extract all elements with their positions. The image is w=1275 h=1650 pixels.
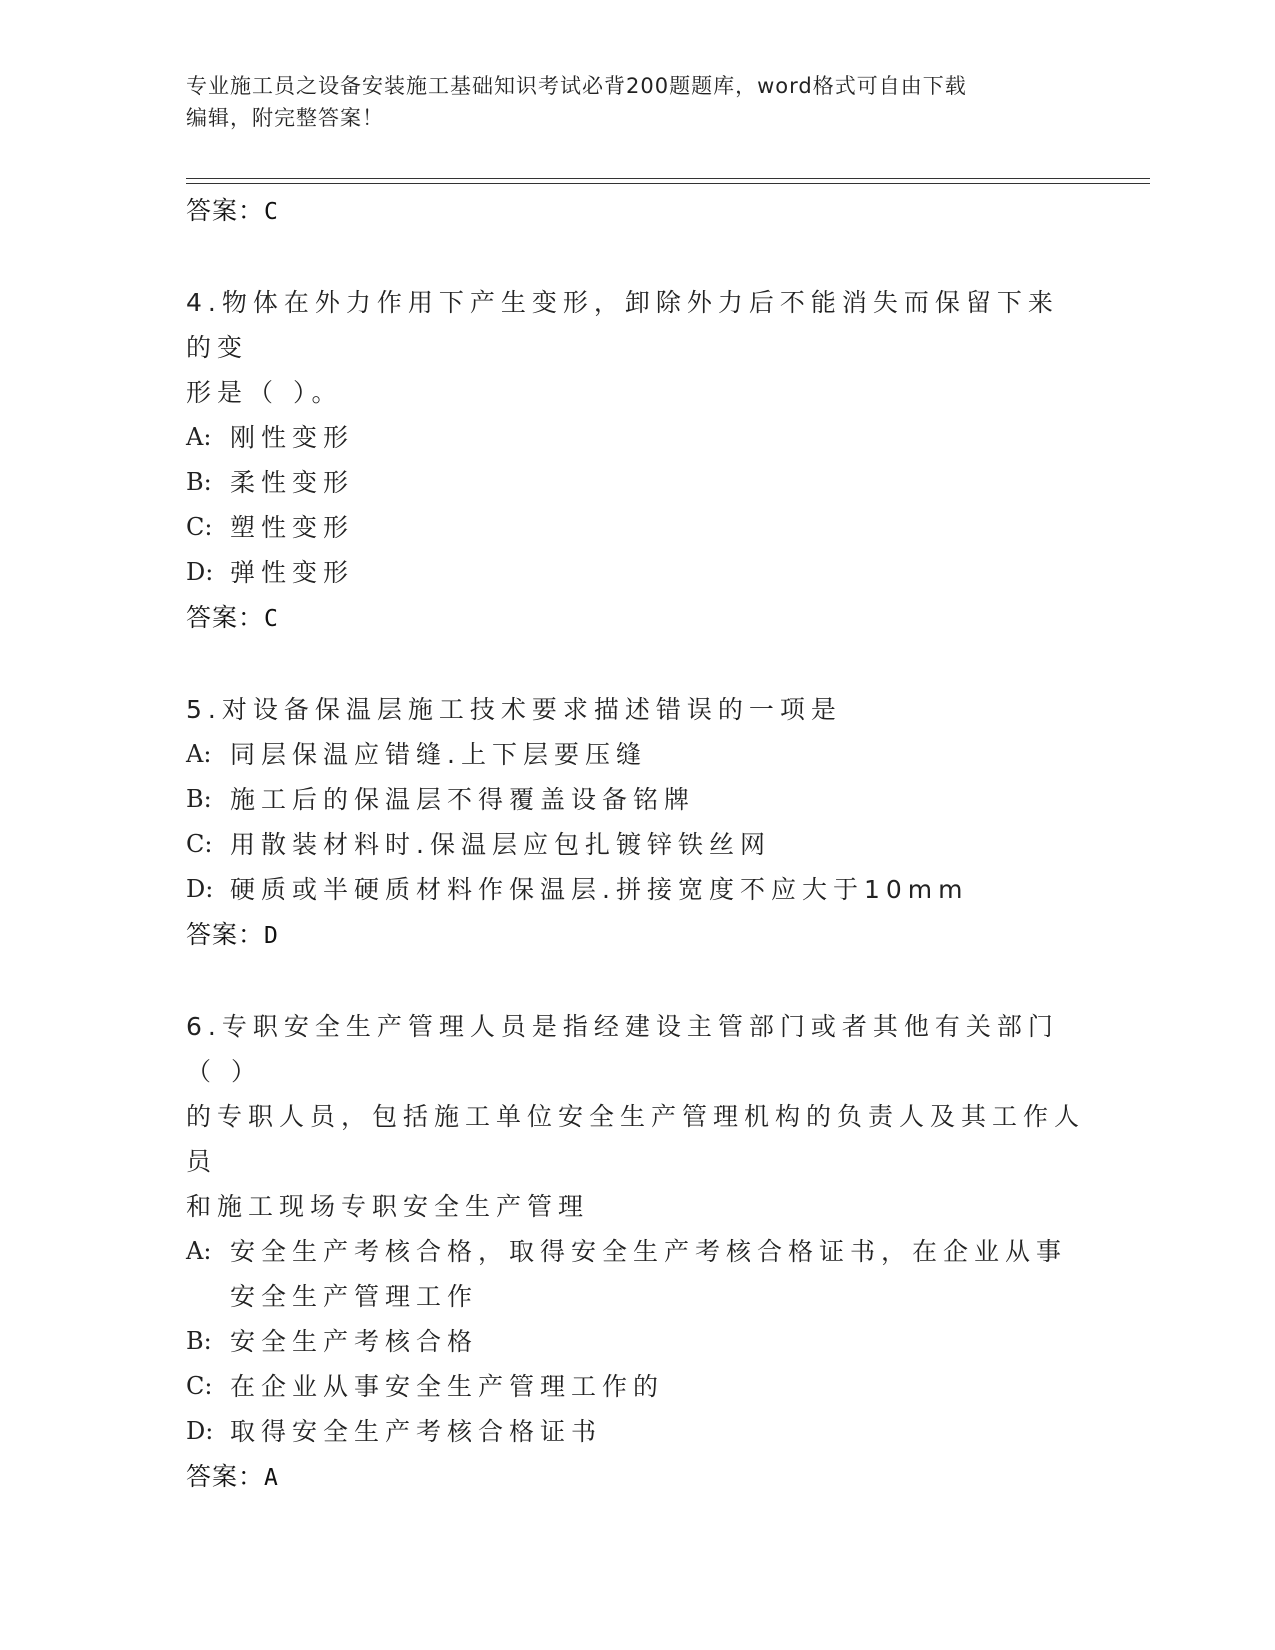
question-text-line: 6.专职安全生产管理人员是指经建设主管部门或者其他有关部门（ ）	[186, 1012, 1059, 1086]
option-text: 取得安全生产考核合格证书	[230, 1417, 603, 1446]
option-text: 安全生产考核合格，取得安全生产考核合格证书，在企业从事安全生产管理工作	[230, 1237, 1068, 1311]
option-letter: A:	[186, 1237, 212, 1265]
option-item	[186, 550, 1086, 595]
option-letter: B:	[186, 468, 212, 496]
option-item	[186, 777, 1086, 822]
option-letter: C:	[186, 513, 213, 541]
answer-value: C	[264, 199, 279, 225]
option-letter: D:	[186, 558, 214, 586]
option-letter: B:	[186, 1327, 212, 1355]
option-text: 在企业从事安全生产管理工作的	[230, 1372, 665, 1401]
answer-line	[186, 1454, 1086, 1501]
answer-label: 答案：	[186, 920, 265, 949]
question-content	[186, 188, 1086, 1501]
option-item	[186, 1319, 1086, 1364]
question-text-line: 的专职人员，包括施工单位安全生产管理机构的负责人及其工作人员	[186, 1102, 1086, 1176]
question-text-line: 4.物体在外力作用下产生变形，卸除外力后不能消失而保留下来的变	[186, 288, 1059, 362]
option-text: 弹性变形	[230, 558, 355, 587]
option-item	[186, 460, 1086, 505]
option-text: 施工后的保温层不得覆盖设备铭牌	[230, 785, 696, 814]
option-item	[186, 822, 1086, 867]
option-item	[186, 732, 1086, 777]
option-item	[186, 505, 1086, 550]
question-block	[186, 1004, 1086, 1501]
header-line-1: 专业施工员之设备安装施工基础知识考试必背200题题库，word格式可自由下载	[186, 74, 967, 98]
option-text: 刚性变形	[230, 423, 355, 452]
answer-line	[186, 188, 1086, 235]
option-letter: C:	[186, 830, 213, 858]
question-block	[186, 280, 1086, 642]
option-text: 塑性变形	[230, 513, 355, 542]
option-item	[186, 1229, 1086, 1319]
option-letter: C:	[186, 1372, 213, 1400]
option-letter: B:	[186, 785, 212, 813]
option-letter: A:	[186, 423, 212, 451]
answer-label: 答案：	[186, 1462, 265, 1491]
question-text-line: 和施工现场专职安全生产管理	[186, 1192, 590, 1221]
option-text: 柔性变形	[230, 468, 355, 497]
answer-label: 答案：	[186, 603, 265, 632]
option-text: 安全生产考核合格	[230, 1327, 479, 1356]
option-text: 用散装材料时.保温层应包扎镀锌铁丝网	[230, 830, 771, 859]
option-text: 同层保温应错缝.上下层要压缝	[230, 740, 647, 769]
option-item	[186, 1409, 1086, 1454]
question-text-line: 形是（ ）。	[186, 378, 343, 407]
document-header	[186, 70, 1066, 134]
header-divider-bottom	[186, 183, 1150, 184]
option-letter: D:	[186, 875, 214, 903]
answer-label: 答案：	[186, 196, 265, 225]
header-line-2: 编辑，附完整答案！	[186, 106, 384, 130]
question-block	[186, 687, 1086, 959]
option-item	[186, 867, 1086, 912]
option-letter: A:	[186, 740, 212, 768]
header-divider-top	[186, 178, 1150, 179]
question-text-line: 5.对设备保温层施工技术要求描述错误的一项是	[186, 695, 842, 724]
answer-line	[186, 912, 1086, 959]
option-item	[186, 1364, 1086, 1409]
option-text: 硬质或半硬质材料作保温层.拼接宽度不应大于10mm	[230, 875, 969, 904]
answer-value: C	[264, 606, 279, 632]
option-item	[186, 415, 1086, 460]
answer-value: A	[264, 1465, 279, 1491]
answer-line	[186, 595, 1086, 642]
answer-value: D	[264, 923, 279, 949]
option-letter: D:	[186, 1417, 214, 1445]
